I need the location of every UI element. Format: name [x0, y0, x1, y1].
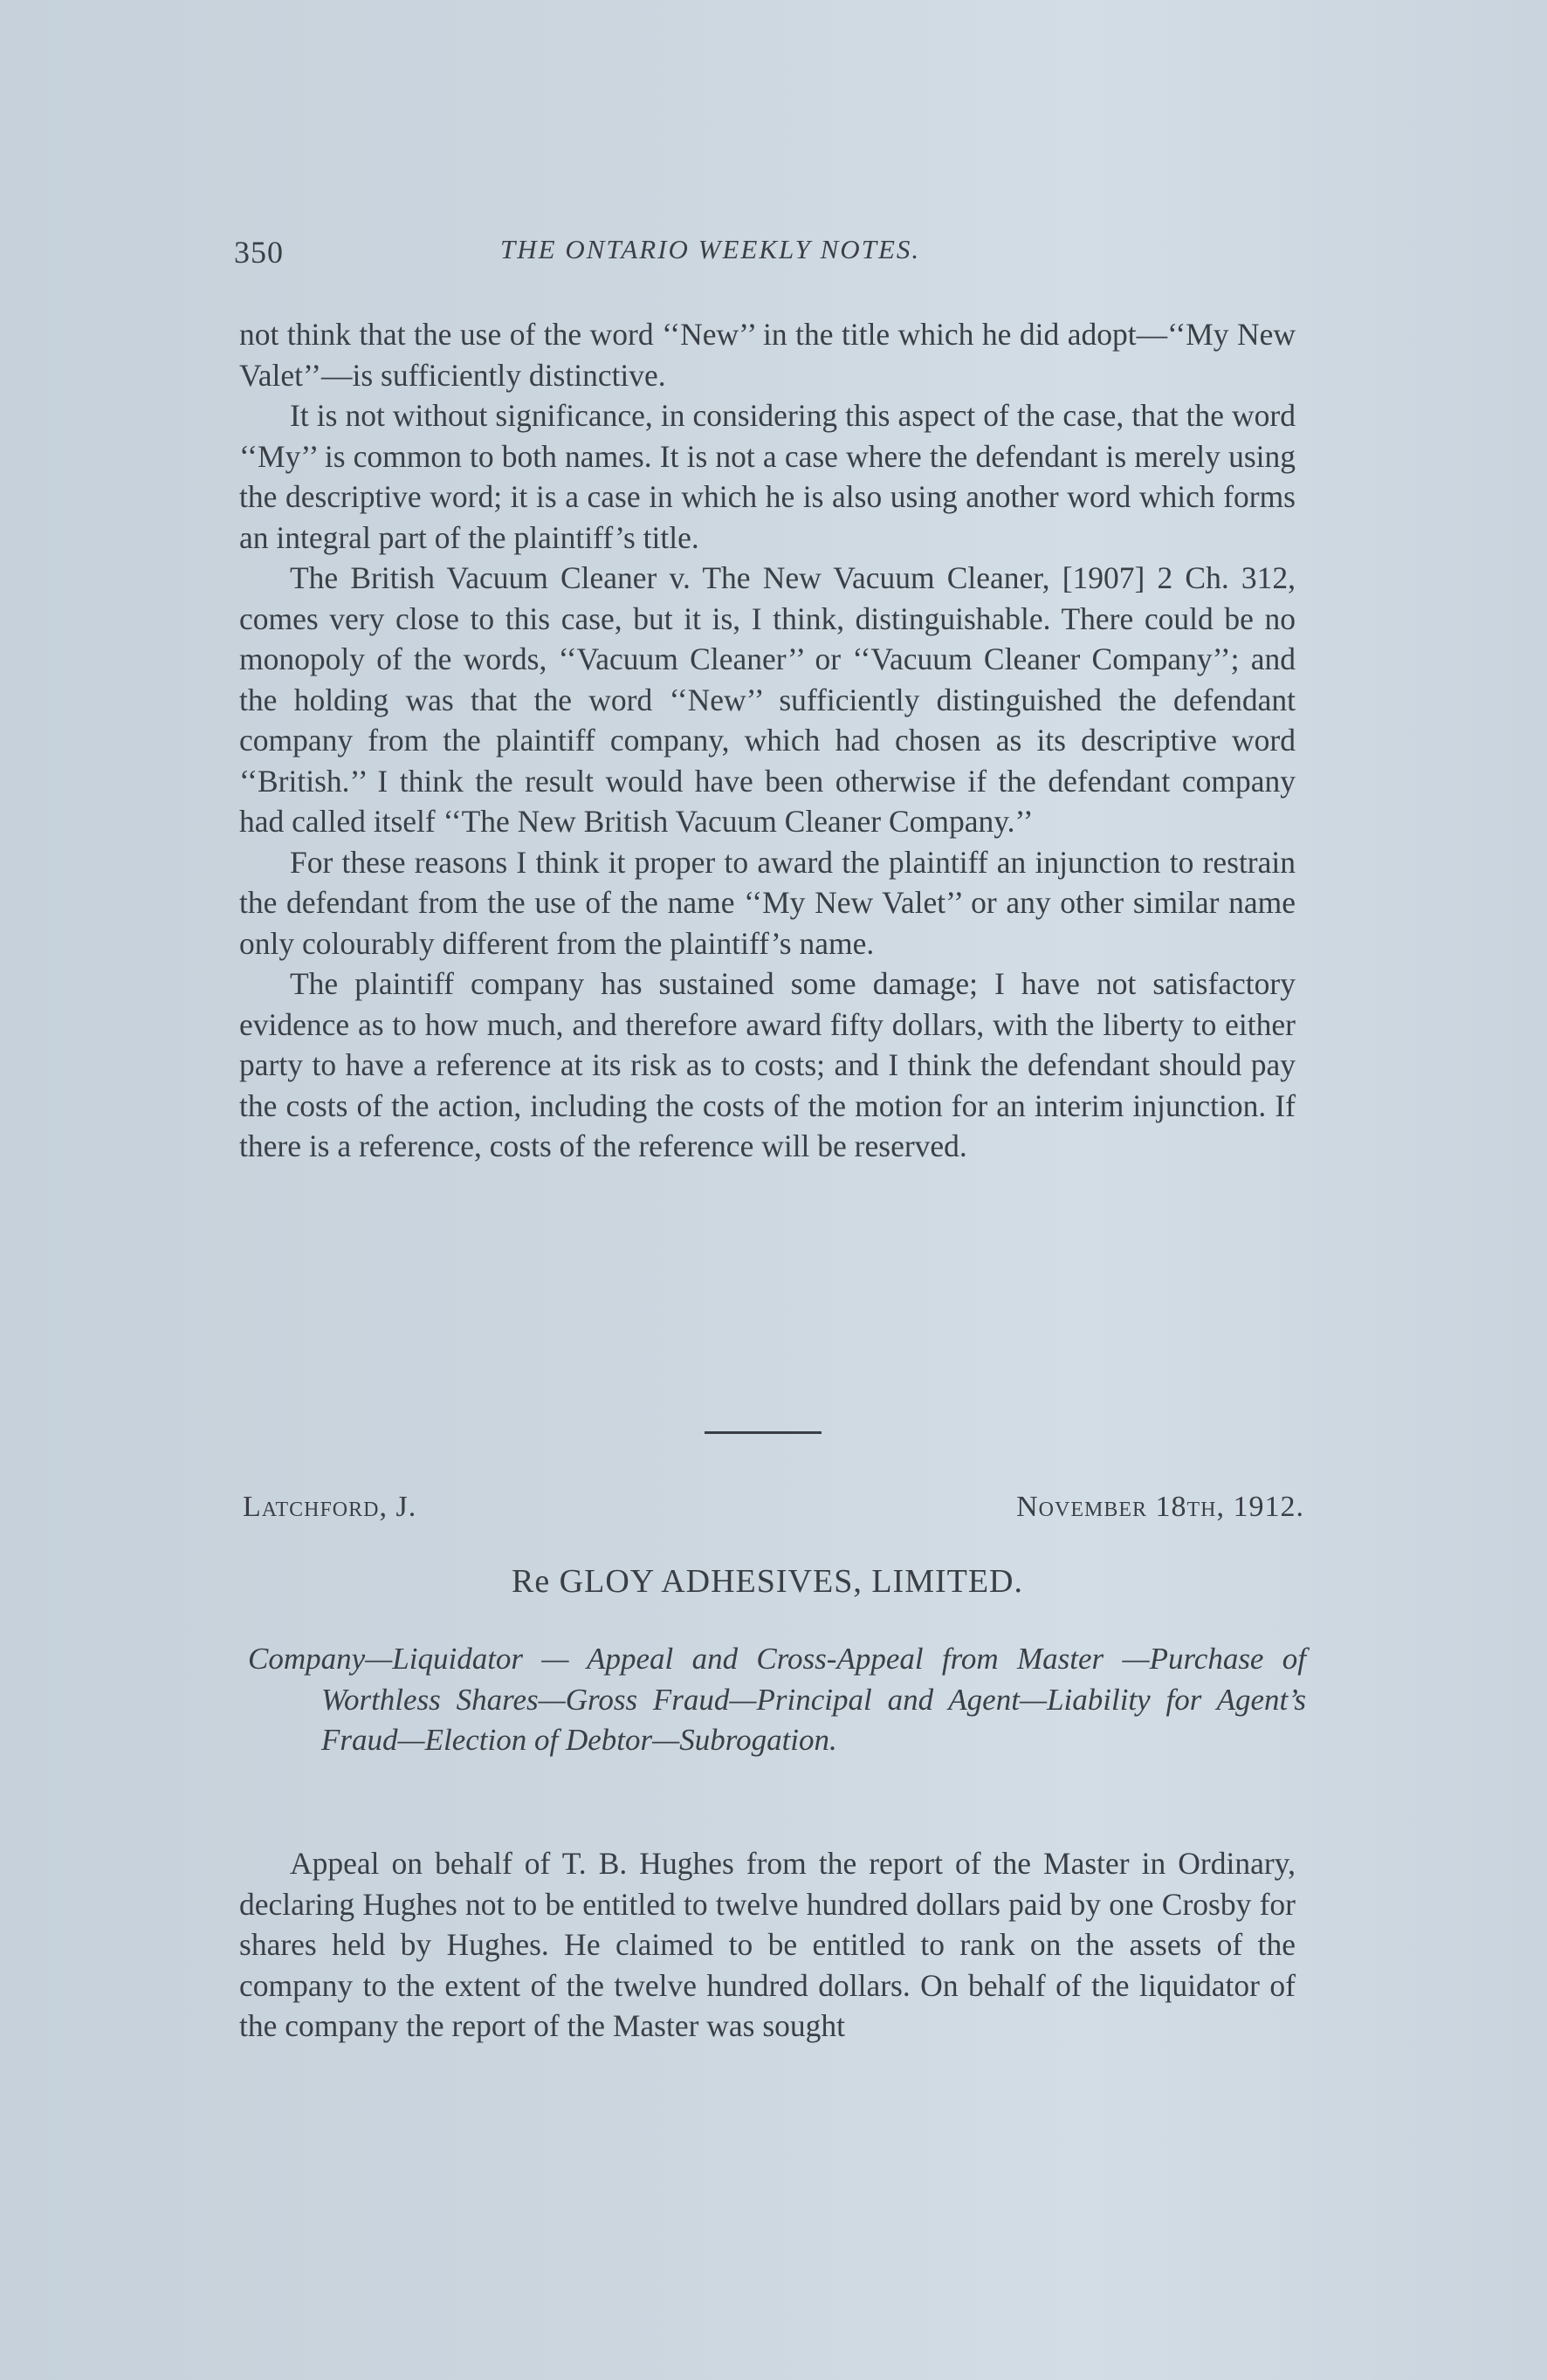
paragraph: For these reasons I think it proper to award the plaintiff an injunction to restrain the defendant from the use of the name ‘‘My New Valet’’ or any other similar name only colourably different from the plaintiff’s name.: [239, 844, 1296, 961]
paragraph: not think that the use of the word ‘‘New’’ in the title which he did adopt—‘‘My New Valet’’—is sufficiently distinctive.: [239, 317, 1296, 393]
section-divider: [705, 1431, 822, 1434]
page-header: [234, 234, 1313, 278]
paragraph: Appeal on behalf of T. B. Hughes from the report of the Master in Ordinary, declaring Hughes not to be entitled to twelve hundred dollars paid by one Crosby for shares held by Hughes. He claimed to be entitled to rank on the assets of the company to the extent of the twelve hundred dollars. On behalf of the liquidator of the company the report of the Master was sought: [239, 1846, 1296, 2043]
running-head: THE ONTARIO WEEKLY NOTES.: [500, 234, 921, 264]
decision-date: November 18th, 1912.: [1016, 1491, 1304, 1523]
judge-name: Latchford, J.: [243, 1491, 417, 1523]
paragraph: The British Vacuum Cleaner v. The New Vacuum Cleaner, [1907] 2 Ch. 312, comes very close to this case, but it is, I think, distinguishable. There could be no monopoly of the words, ‘‘Vacuum Cleaner’’ or ‘‘Vacuum Cleaner Company’’; and the holding was that the word ‘‘New’’ sufficiently distinguished the defendant company from the plaintiff company, which had chosen as its descriptive word ‘‘British.’’ I think the result would have been otherwise if the defendant company had called itself ‘‘The New British Vacuum Cleaner Company.’’: [239, 560, 1296, 839]
paragraph: The plaintiff company has sustained some damage; I have not satisfactory evidence as to how much, and therefore award fifty dollars, with the liberty to either party to have a reference at its risk as to costs; and I think the defendant should pay the costs of the action, including the costs of the motion for an interim injunction. If there is a reference, costs of the reference will be reserved.: [239, 966, 1296, 1163]
case-title: Re GLOY ADHESIVES, LIMITED.: [511, 1563, 1024, 1600]
page-number: 350: [234, 235, 284, 270]
body-text-bottom: [239, 1843, 1296, 2047]
paragraph: It is not without significance, in considering this aspect of the case, that the word ‘‘My’’ is common to both names. It is not a case where the defendant is merely using the descriptive word; it is a case in which he is also using another word which forms an integral part of the plaintiff’s title.: [239, 398, 1296, 555]
headnote: Company—Liquidator — Appeal and Cross-Appeal from Master —Purchase of Worthless Shares—Gross Fraud—Principal and Agent—Liability for Agent’s Fraud—Election of Debtor—Subrogation.: [248, 1642, 1306, 1757]
body-text-top: [239, 314, 1296, 1167]
